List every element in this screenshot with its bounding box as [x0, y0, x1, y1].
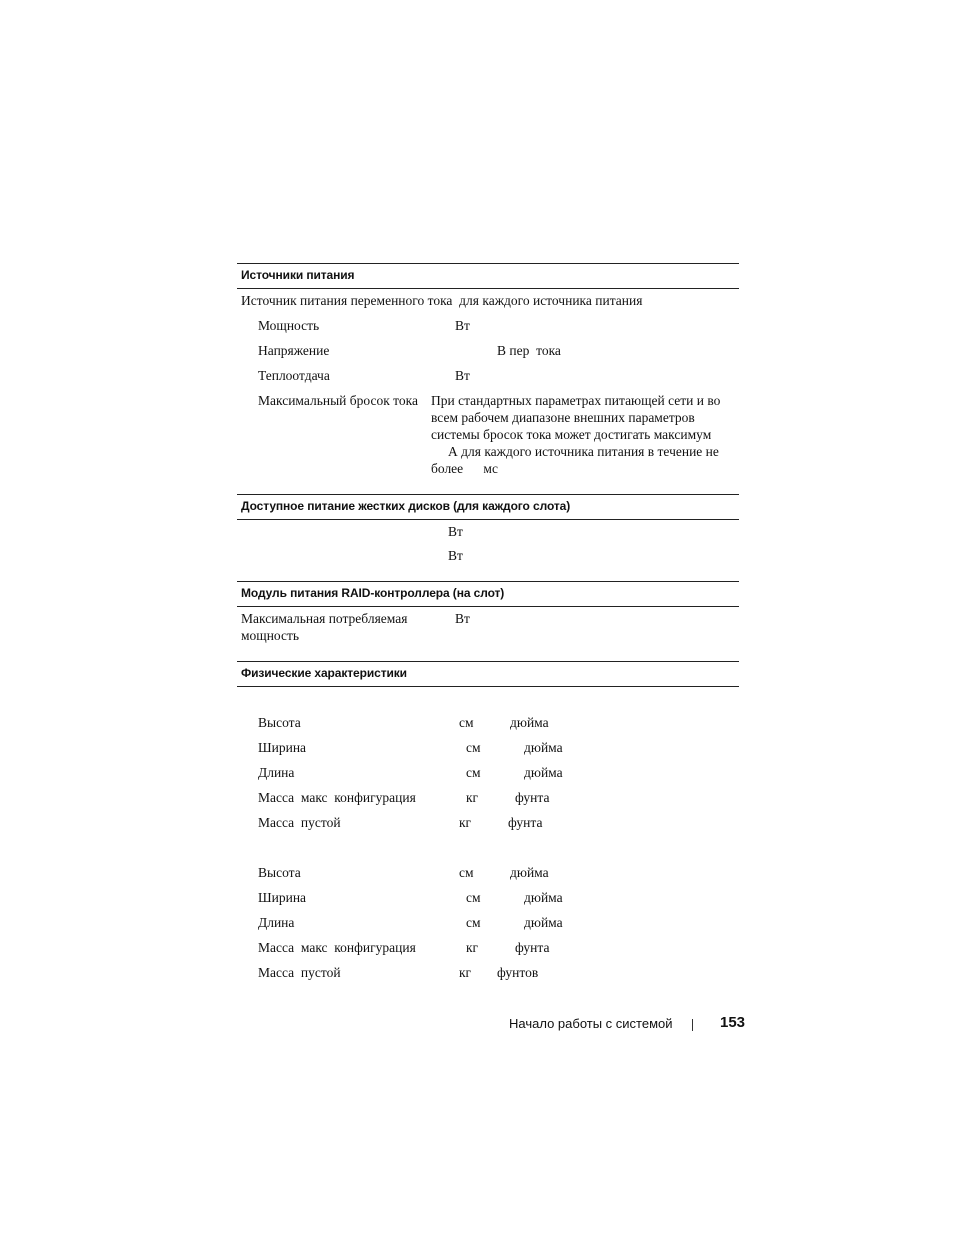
row-value-voltage: В пер тока [497, 343, 561, 358]
section-divider [237, 519, 739, 520]
dim-unit-lb: фунтов [497, 965, 539, 980]
row-label-voltage: Напряжение [258, 343, 330, 358]
dim-unit-inch: дюйма [524, 765, 563, 780]
inrush-line-5: более мс [431, 461, 498, 476]
dim-unit-cm: см [466, 765, 481, 780]
hdd-value-2: Вт [448, 548, 463, 563]
dim-label-weight-max: Масса макс конфигурация [258, 790, 416, 805]
inrush-line-1: При стандартных параметрах питающей сети и во [431, 393, 721, 408]
dim-unit-kg: кг [459, 815, 472, 830]
dim-unit-inch: дюйма [510, 865, 549, 880]
row-label-inrush: Максимальный бросок тока [258, 393, 418, 408]
section-title-power-supplies: Источники питания [241, 268, 355, 282]
section-divider [237, 288, 739, 289]
page-number: 153 [720, 1014, 746, 1031]
power-intro: Источник питания переменного тока для каждого источника питания [241, 293, 643, 308]
dim-unit-cm: см [466, 740, 481, 755]
section-divider [237, 606, 739, 607]
dim-label-weight-max: Масса макс конфигурация [258, 940, 416, 955]
section-title-physical: Физические характеристики [241, 666, 407, 680]
raid-label-line-1: Максимальная потребляемая [241, 611, 408, 626]
row-value-power: Вт [455, 318, 470, 333]
dim-label-width: Ширина [258, 740, 307, 755]
dim-unit-cm: см [466, 915, 481, 930]
dim-unit-inch: дюйма [524, 740, 563, 755]
section-divider [237, 263, 739, 264]
raid-value: Вт [455, 611, 470, 626]
dim-unit-cm: см [459, 715, 474, 730]
dim-unit-kg: кг [466, 790, 479, 805]
dim-unit-kg: кг [466, 940, 479, 955]
dim-unit-lb: фунта [515, 940, 550, 955]
dim-unit-lb: фунта [508, 815, 543, 830]
dim-unit-inch: дюйма [510, 715, 549, 730]
dim-unit-kg: кг [459, 965, 472, 980]
hdd-value-1: Вт [448, 524, 463, 539]
inrush-line-4: А для каждого источника питания в течение не [448, 444, 719, 459]
row-value-heat: Вт [455, 368, 470, 383]
raid-label-line-2: мощность [241, 628, 300, 643]
section-title-raid-power: Модуль питания RAID-контроллера (на слот) [241, 586, 505, 600]
footer-chapter-title: Начало работы с системой [509, 1016, 673, 1031]
dim-label-width: Ширина [258, 890, 307, 905]
section-divider [237, 494, 739, 495]
row-label-power: Мощность [258, 318, 320, 333]
inrush-line-3: системы бросок тока может достигать максимум [431, 427, 712, 442]
section-divider [237, 686, 739, 687]
section-title-hdd-power: Доступное питание жестких дисков (для каждого слота) [241, 499, 571, 513]
dim-label-length: Длина [258, 915, 295, 930]
footer-separator [692, 1019, 693, 1031]
inrush-line-2: всем рабочем диапазоне внешних параметров [431, 410, 695, 425]
dim-label-height: Высота [258, 865, 301, 880]
dim-unit-inch: дюйма [524, 890, 563, 905]
dim-label-height: Высота [258, 715, 301, 730]
dim-unit-cm: см [459, 865, 474, 880]
row-label-heat: Теплоотдача [258, 368, 330, 383]
dim-unit-inch: дюйма [524, 915, 563, 930]
section-divider [237, 581, 739, 582]
dim-label-weight-empty: Масса пустой [258, 815, 341, 830]
dim-label-weight-empty: Масса пустой [258, 965, 341, 980]
dim-unit-lb: фунта [515, 790, 550, 805]
dim-unit-cm: см [466, 890, 481, 905]
section-divider [237, 661, 739, 662]
dim-label-length: Длина [258, 765, 295, 780]
